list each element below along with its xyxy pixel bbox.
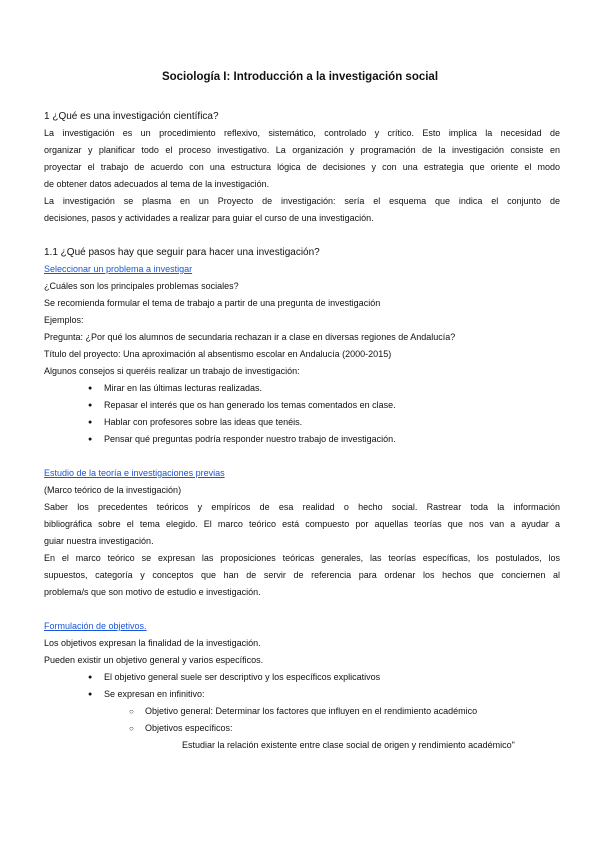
paragraph-line: decisiones, pasos y actividades a realizar para guiar el curso de una investigación. [44, 213, 374, 223]
document-title: Sociología I: Introducción a la investigación social [161, 71, 439, 83]
example-project-title: Título del proyecto: Una aproximación al absentismo escolar en Andalucía (2000-2015) [44, 349, 392, 359]
question-line: ¿Cuáles son los principales problemas sociales? [44, 281, 239, 291]
list-item: ● Repasar el interés que os han generado los temas comentados en clase. [44, 397, 560, 414]
link-estudio-teoria[interactable]: Estudio de la teoría e investigaciones previas [44, 468, 225, 478]
sub-list-item: ○ Objetivo general: Determinar los factores que influyen en el rendimiento académico [44, 703, 560, 720]
paragraph-line: La investigación es un procedimiento reflexivo, sistemático, controlado y crítico. Esto implica la necesidad de [44, 128, 560, 138]
list-item: ● Pensar qué preguntas podría responder nuestro trabajo de investigación. [44, 431, 560, 448]
section-1-heading: 1 ¿Qué es una investigación científica? [44, 111, 219, 122]
paragraph-line: En el marco teórico se expresan las proposiciones teóricas generales, las teorías específicas, los postulados, los [44, 553, 560, 563]
advice-list [44, 380, 560, 448]
paragraph-line: organizar y planificar todo el proceso investigativo. La organización y programación de la investigación consiste en [44, 145, 560, 155]
paragraph-line: de obtener datos adecuados al tema de la investigación. [44, 179, 270, 189]
paragraph-line: guiar nuestra investigación. [44, 536, 154, 546]
list-item: ● Se expresan en infinitivo: [44, 686, 560, 703]
document-body [44, 108, 560, 754]
section-1-1-heading: 1.1 ¿Qué pasos hay que seguir para hacer una investigación? [44, 247, 320, 258]
list-item: ● Hablar con profesores sobre las ideas que tenéis. [44, 414, 560, 431]
examples-label: Ejemplos: [44, 315, 84, 325]
marco-line: (Marco teórico de la investigación) [44, 485, 182, 495]
paragraph-line: bibliográfica sobre el tema elegido. El marco teórico está compuesto por aquellas teorías que nos van a ayudar a [44, 519, 560, 529]
paragraph-line: Saber los precedentes teóricos y empíricos de esa realidad o hecho social. Rastrear toda la información [44, 502, 560, 512]
list-item: ● El objetivo general suele ser descriptivo y los específicos explicativos [44, 669, 560, 686]
paragraph-line: La investigación se plasma en un Proyecto de investigación: sería el esquema que indica el conjunto de [44, 196, 560, 206]
link-formulacion-objetivos[interactable]: Formulación de objetivos. [44, 621, 147, 631]
example-question: Pregunta: ¿Por qué los alumnos de secundaria rechazan ir a clase en diversas regiones de Andalucía? [44, 332, 456, 342]
link-seleccionar-problema[interactable]: Seleccionar un problema a investigar [44, 264, 193, 274]
objectives-list [44, 669, 560, 737]
recommendation-line: Se recomienda formular el tema de trabajo a partir de una pregunta de investigación [44, 298, 381, 308]
advice-line: Algunos consejos si queréis realizar un trabajo de investigación: [44, 366, 300, 376]
list-item: ● Mirar en las últimas lecturas realizadas. [44, 380, 560, 397]
objectives-line: Pueden existir un objetivo general y varios específicos. [44, 655, 264, 665]
paragraph-line: supuestos, categoría y conceptos que han de servir de referencia para ordenar los hechos que conciernen al [44, 570, 560, 580]
specific-objective: Estudiar la relación existente entre clase social de origen y rendimiento académico" [182, 740, 515, 750]
sub-list-item: ○ Objetivos específicos: [44, 720, 560, 737]
paragraph-line: problema/s que son motivo de estudio e investigación. [44, 587, 261, 597]
paragraph-line: proyectar el trabajo de acuerdo con una estructura lógica de decisiones y con una estrategia que oriente el modo [44, 162, 560, 172]
objectives-line: Los objetivos expresan la finalidad de la investigación. [44, 638, 261, 648]
